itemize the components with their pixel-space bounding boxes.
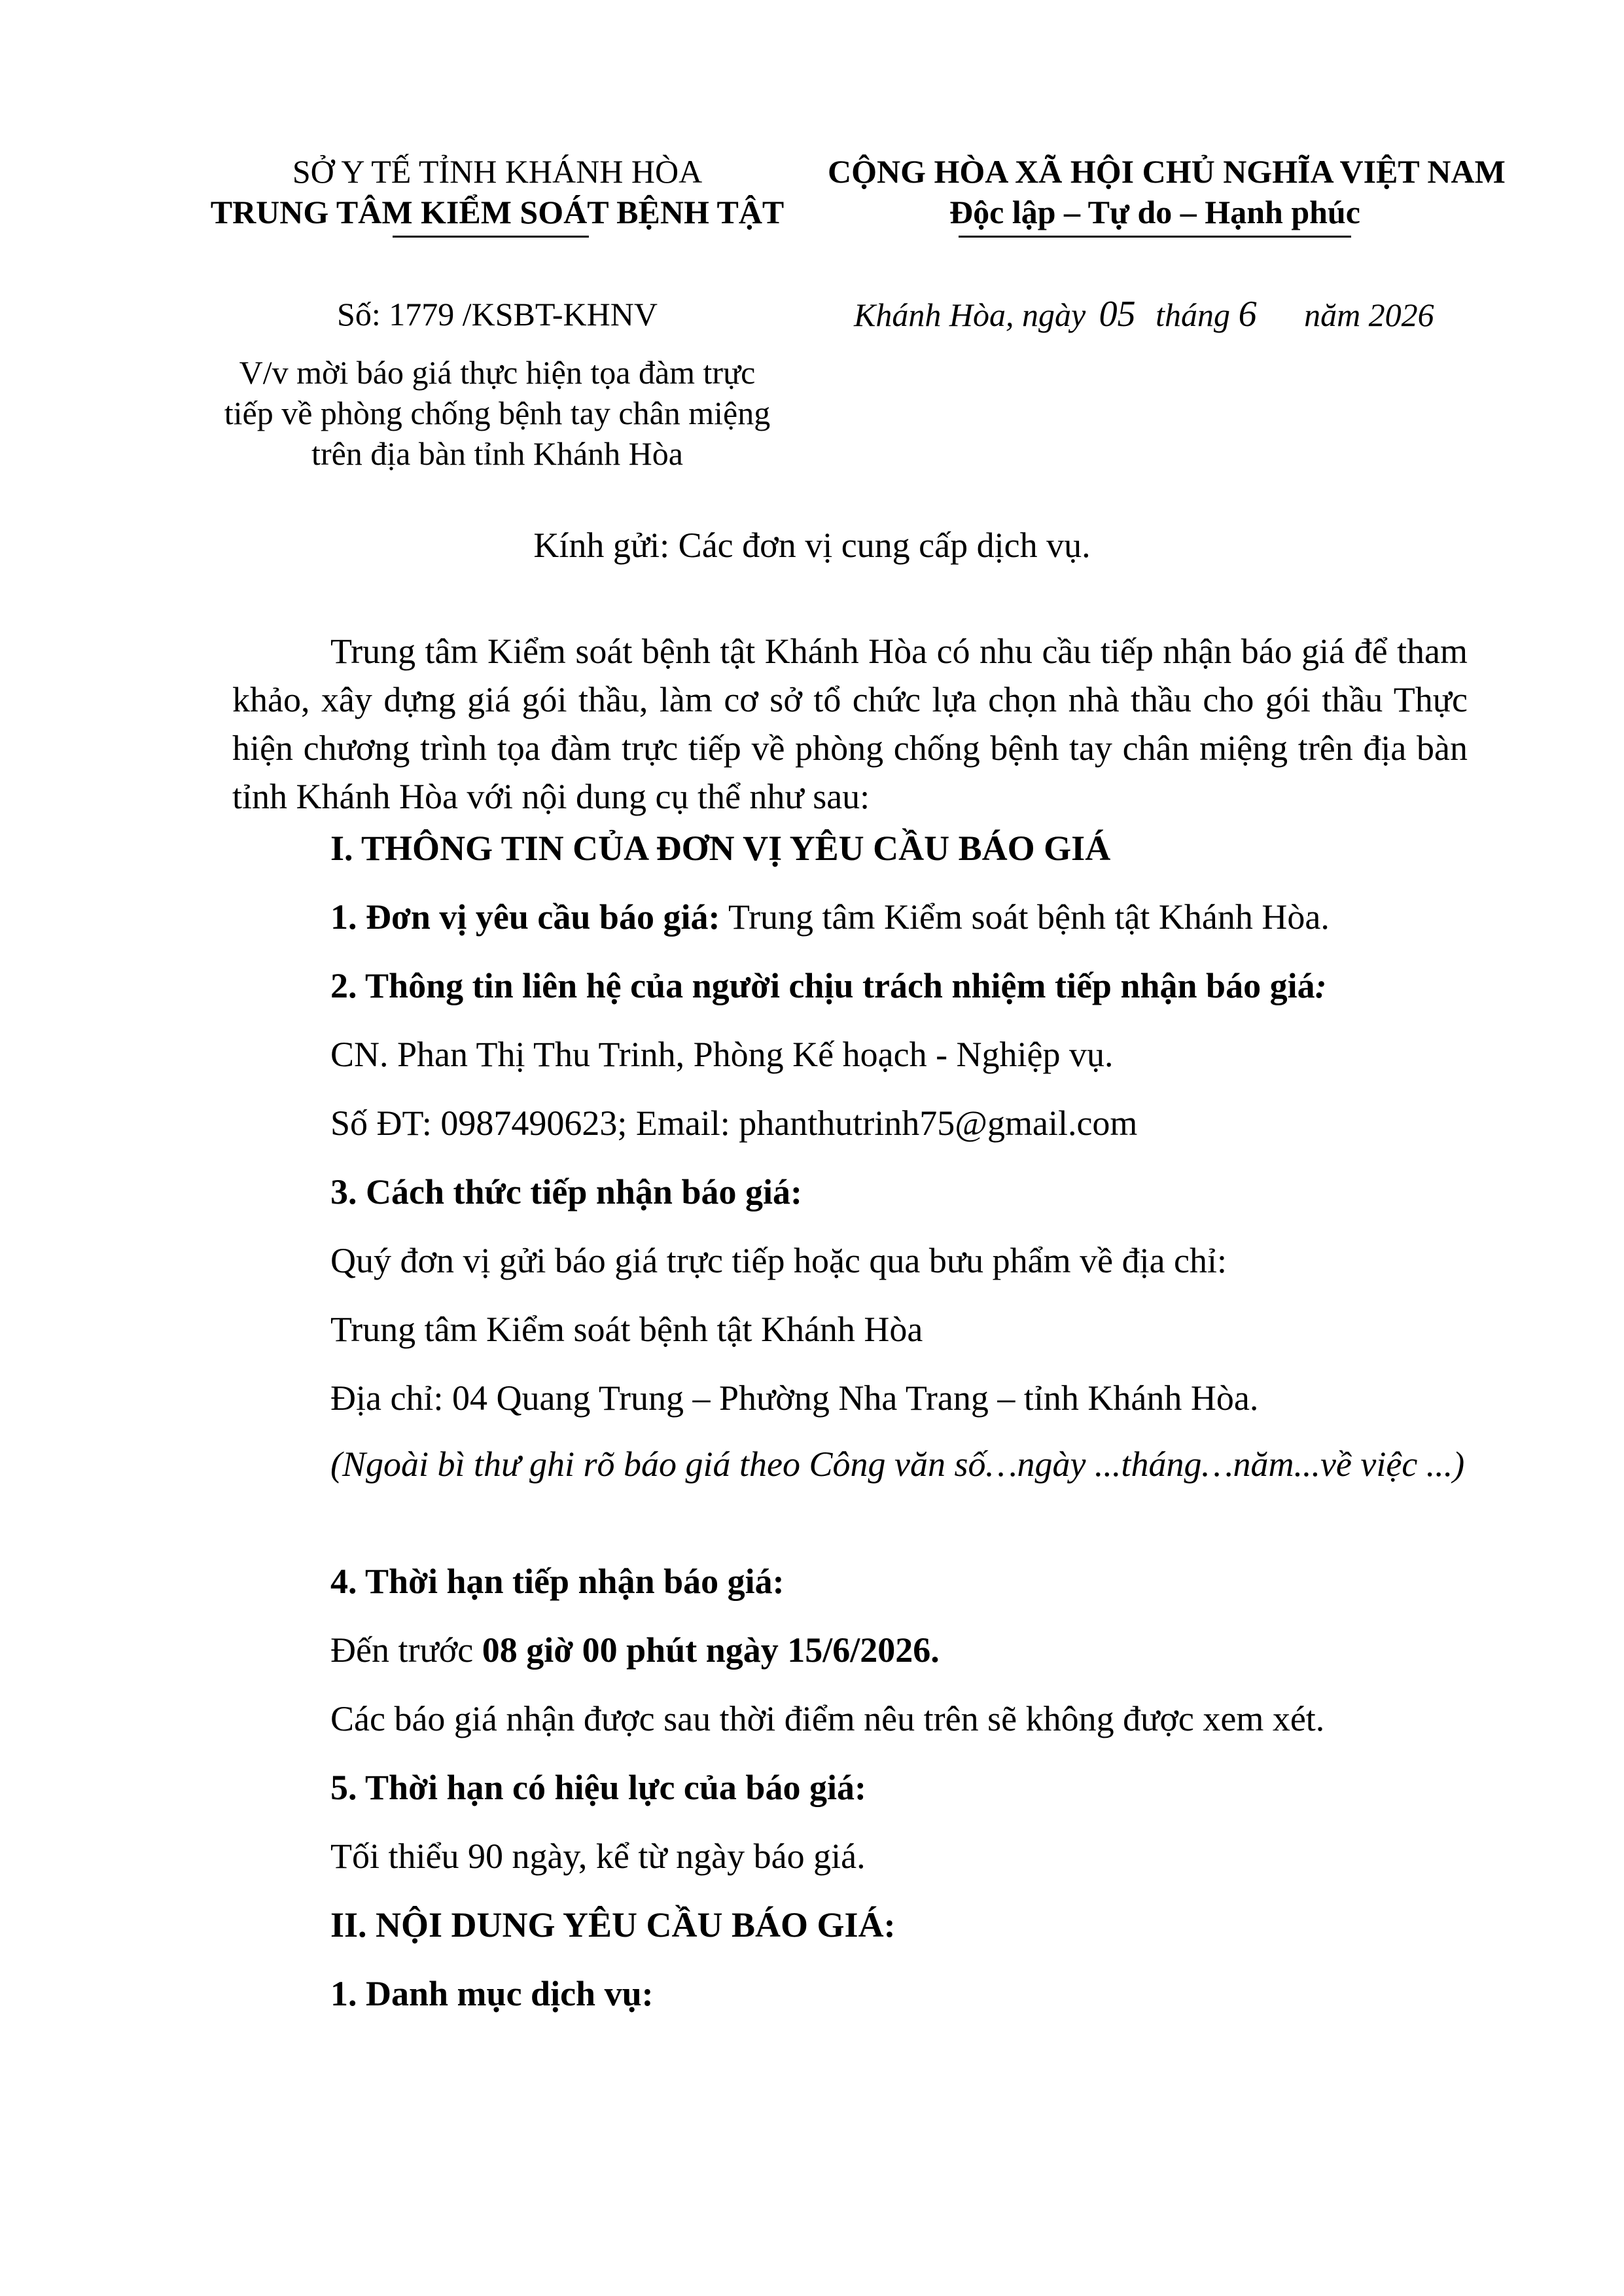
national-motto: Độc lập – Tự do – Hạnh phúc (949, 194, 1360, 230)
envelope-note: (Ngoài bì thư ghi rõ báo giá theo Công văn số…ngày ...tháng…năm...về việc ...) (330, 1444, 1465, 1484)
subject (183, 352, 811, 474)
deadline (330, 1630, 940, 1670)
recipient: Kính gửi: Các đơn vị cung cấp dịch vụ. (533, 526, 1091, 565)
contact-phone-email: Số ĐT: 0987490623; Email: phanthutrinh75@gmail.com (330, 1103, 1138, 1143)
subject-line: V/v mời báo giá thực hiện tọa đàm trực (239, 354, 756, 391)
date-year: năm 2026 (1304, 296, 1434, 333)
document-number: Số: 1779 /KSBT-KHNV (337, 296, 658, 332)
item-label: 1. Đơn vị yêu cầu báo giá: (330, 897, 720, 937)
motto-underline (959, 236, 1351, 238)
deadline-note: Các báo giá nhận được sau thời điểm nêu trên sẽ không được xem xét. (330, 1699, 1325, 1738)
intro-paragraph: Trung tâm Kiểm soát bệnh tật Khánh Hòa có nhu cầu tiếp nhận báo giá để tham khảo, xây dựng giá gói thầu, làm cơ sở tổ chức lựa chọn nhà thầu cho gói thầu Thực hiện chương trình tọa đàm trực tiếp về phòng chống bệnh tay chân miệng trên địa bàn tỉnh Khánh Hòa với nội dung cụ thể như sau: (232, 632, 1468, 816)
national-title: CỘNG HÒA XÃ HỘI CHỦ NGHĨA VIỆT NAM (828, 153, 1506, 190)
contact-person: CN. Phan Thị Thu Trinh, Phòng Kế hoạch - Nghiệp vụ. (330, 1035, 1114, 1074)
section-1-item-4: 4. Thời hạn tiếp nhận báo giá: (330, 1562, 785, 1601)
deadline-prefix: Đến trước (330, 1630, 482, 1670)
submission-address: Địa chỉ: 04 Quang Trung – Phường Nha Trang – tỉnh Khánh Hòa. (330, 1378, 1259, 1418)
item-label: 2. Thông tin liên hệ của người chịu trách nhiệm tiếp nhận báo giá (330, 966, 1315, 1005)
date-month-label: tháng (1156, 296, 1231, 333)
section-2-title: II. NỘI DUNG YÊU CẦU BÁO GIÁ: (330, 1905, 896, 1945)
section-1-item-2 (330, 965, 1327, 1006)
section-1-item-5: 5. Thời hạn có hiệu lực của báo giá: (330, 1768, 866, 1807)
document-date (854, 295, 1434, 334)
date-day: 05 (1099, 294, 1136, 334)
subject-line: tiếp về phòng chống bệnh tay chân miệng (224, 395, 771, 431)
submission-recipient: Trung tâm Kiểm soát bệnh tật Khánh Hòa (330, 1310, 923, 1349)
item-colon: : (1315, 966, 1327, 1005)
item-value: Trung tâm Kiểm soát bệnh tật Khánh Hòa. (720, 897, 1330, 937)
date-prefix: Khánh Hòa, ngày (854, 296, 1086, 333)
agency-parent: SỞ Y TẾ TỈNH KHÁNH HÒA (292, 153, 703, 190)
section-1-item-3: 3. Cách thức tiếp nhận báo giá: (330, 1172, 802, 1211)
section-2-item-1: 1. Danh mục dịch vụ: (330, 1974, 654, 2013)
section-1-item-1 (330, 897, 1330, 937)
submission-method: Quý đơn vị gửi báo giá trực tiếp hoặc qua bưu phẩm về địa chỉ: (330, 1241, 1227, 1280)
agency-name: TRUNG TÂM KIỂM SOÁT BỆNH TẬT (210, 194, 785, 230)
section-1-title: I. THÔNG TIN CỦA ĐƠN VỊ YÊU CẦU BÁO GIÁ (330, 829, 1111, 868)
date-month: 6 (1238, 294, 1257, 334)
deadline-value: 08 giờ 00 phút ngày 15/6/2026. (482, 1630, 940, 1670)
validity-period: Tối thiểu 90 ngày, kể từ ngày báo giá. (330, 1837, 866, 1876)
agency-underline (393, 236, 589, 238)
subject-line: trên địa bàn tỉnh Khánh Hòa (311, 435, 683, 472)
